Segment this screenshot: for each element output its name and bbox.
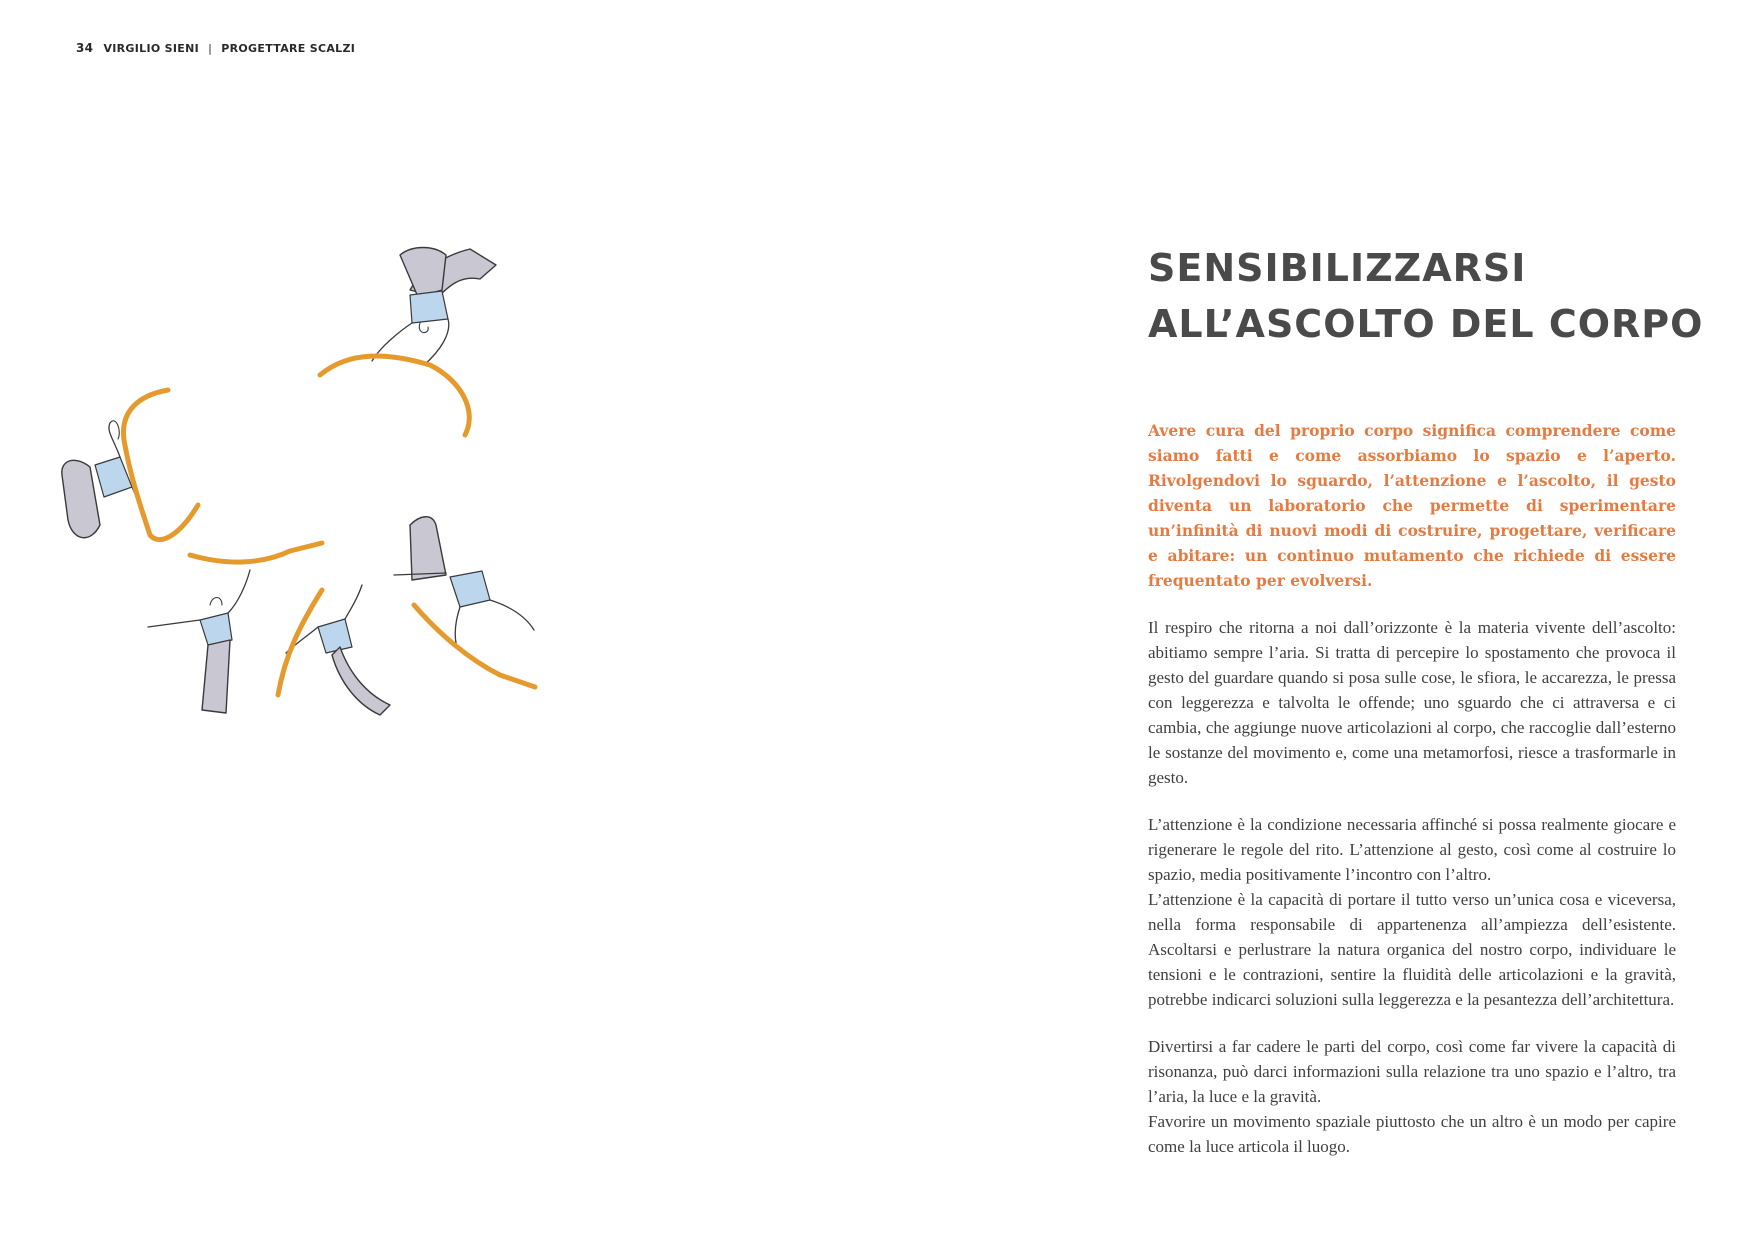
dancer-figure <box>394 517 534 643</box>
article-title <box>1148 240 1704 352</box>
body-paragraph <box>1148 1034 1676 1159</box>
dancer-figure <box>148 570 250 713</box>
title-line-1: SENSIBILIZZARSI <box>1148 246 1527 290</box>
header-separator: | <box>208 42 213 55</box>
paragraph-text: Il respiro che ritorna a noi dall’orizzonte è la materia vivente dell’ascolto: abitiamo sempre l’aria. Si tratta di percepire lo spostamento che provoca il gesto del guardare quando si posa sulle cose, le sfiora, le accarezza, le pressa con leggerezza e talvolta le offende; uno sguardo che ci attraversa e ci cambia, che aggiunge nuove articolazioni al corpo, che raccoglie dall’esterno le sostanze del movimento e, come una metamorfosi, riesce a trasformarle in gesto. <box>1148 618 1676 787</box>
article-column <box>1148 240 1704 1159</box>
dancer-figure <box>286 585 390 715</box>
orange-curve <box>190 543 322 562</box>
author-name: VIRGILIO SIENI <box>103 42 199 55</box>
lead-paragraph: Avere cura del proprio corpo significa comprendere come siamo fatti e come assorbiamo lo spazio e l’aperto. Rivolgendovi lo sguardo, l’attenzione e l’ascolto, il gesto diventa un laboratorio che permette di sperimentare un’infinità di nuovi modi di costruire, progettare, verificare e abitare: un continuo mutamento che richiede di essere frequentato per evolversi. <box>1148 421 1676 590</box>
page-number: 34 <box>76 41 94 55</box>
paragraph-text: L’attenzione è la capacità di portare il tutto verso un’unica cosa e viceversa, nella forma responsabile di appartenenza all’ampiezza dell’esistente. Ascoltarsi e perlustrare la natura organica del nostro corpo, individuare le tensioni e le contrazioni, sentire la fluidità delle articolazioni e la gravità, potrebbe indicarci soluzioni sulla leggerezza e la pesantezza dell’architettura. <box>1148 890 1676 1009</box>
dancer-figure <box>62 421 150 538</box>
body-paragraph <box>1148 812 1676 1012</box>
running-header <box>76 41 355 55</box>
title-line-2: ALL’ASCOLTO DEL CORPO <box>1148 302 1704 346</box>
paragraph-text: L’attenzione è la condizione necessaria affinché si possa realmente giocare e rigenerare le regole del rito. L’attenzione al gesto, così come al costruire lo spazio, media positivamente l’incontro con l’altro. <box>1148 815 1676 884</box>
dancer-figure <box>372 248 496 366</box>
paragraph-text: Divertirsi a far cadere le parti del corpo, così come far vivere la capacità di risonanza, può darci informazioni sulla relazione tra uno spazio e l’altro, tra l’aria, la luce e la gravità. <box>1148 1037 1676 1106</box>
body-paragraph <box>1148 615 1676 790</box>
orange-curve <box>123 390 198 540</box>
orange-curve <box>320 356 469 435</box>
book-title: PROGETTARE SCALZI <box>221 42 356 55</box>
orange-curve <box>278 590 322 695</box>
orange-curve <box>414 605 535 687</box>
dancers-illustration <box>50 235 630 825</box>
paragraph-text: Favorire un movimento spaziale piuttosto che un altro è un modo per capire come la luce articola il luogo. <box>1148 1112 1676 1156</box>
